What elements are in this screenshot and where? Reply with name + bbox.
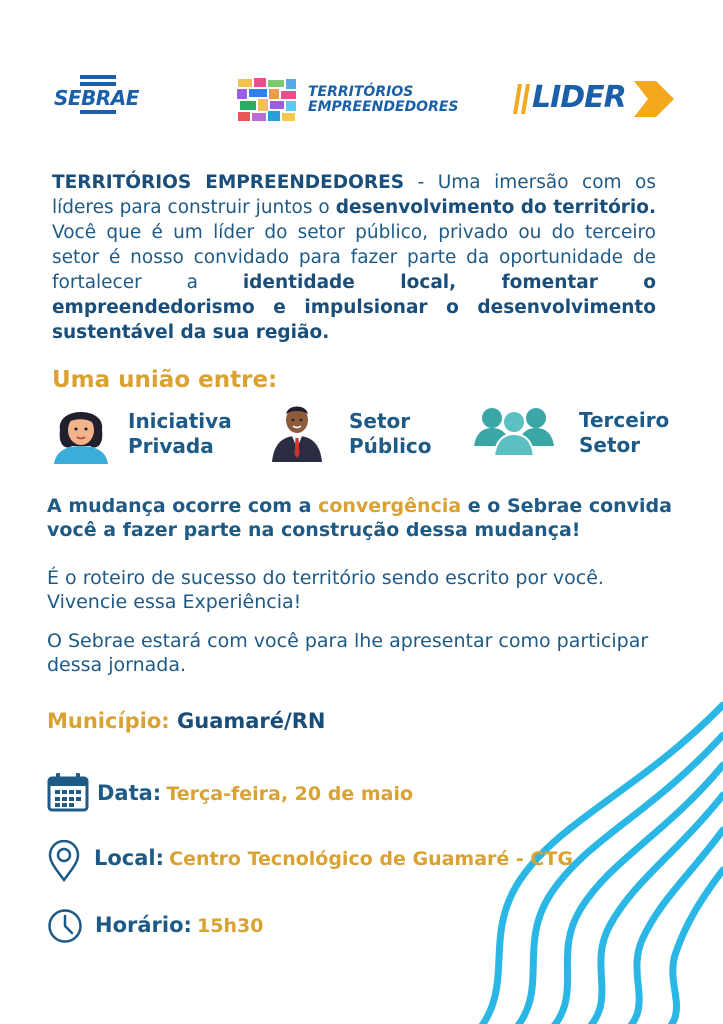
- woman-icon: [50, 400, 112, 464]
- local-line: [94, 846, 573, 870]
- territorios-logo-text: [308, 85, 459, 115]
- location-pin-icon: [47, 840, 81, 882]
- lider-logo-text: LIDER: [532, 80, 626, 115]
- time-line: [95, 913, 263, 937]
- municipio-value: Guamaré/RN: [177, 709, 326, 733]
- roteiro-paragraph: É o roteiro de sucesso do território sendo escrito por você. Vivencie essa Experiência!: [47, 567, 604, 613]
- date-value: Terça-feira, 20 de maio: [166, 783, 414, 805]
- lider-logo: [512, 78, 674, 120]
- businessman-icon: [266, 398, 328, 462]
- change-text-2: e o Sebrae convida você a fazer parte na construção dessa mudança!: [47, 495, 672, 541]
- union-title: Uma união entre:: [52, 367, 278, 393]
- intro-brand: TERRITÓRIOS EMPREENDEDORES: [52, 172, 405, 193]
- lider-stripes-icon: [512, 84, 532, 114]
- sebrae-logo-text: SEBRAE: [54, 86, 139, 110]
- municipio-label: Município:: [47, 709, 170, 733]
- municipio-line: [47, 709, 325, 733]
- intro-text-1: - Uma imersão com os líderes para construir juntos o: [52, 172, 656, 218]
- change-highlight: convergência: [318, 495, 462, 517]
- time-value: 15h30: [197, 915, 264, 937]
- change-text-1: A mudança ocorre com a: [47, 495, 319, 517]
- date-line: [97, 781, 413, 805]
- sebrae-logo: [52, 75, 147, 121]
- calendar-icon: [47, 772, 89, 812]
- local-label: Local:: [94, 846, 165, 870]
- sector-public: [349, 409, 432, 459]
- time-label: Horário:: [95, 913, 192, 937]
- sector-third-line2: Setor: [579, 433, 641, 457]
- intro-bold-1: desenvolvimento do território.: [335, 197, 656, 218]
- territorios-logo-line1: TERRITÓRIOS: [308, 84, 414, 100]
- group-icon: [474, 404, 554, 456]
- clock-icon: [47, 908, 83, 944]
- territorios-logo-line2: EMPREENDEDORES: [308, 99, 459, 115]
- local-value: Centro Tecnológico de Guamaré - CTG: [169, 848, 573, 870]
- participar-paragraph: O Sebrae estará com você para lhe apresentar como participar dessa jornada.: [47, 630, 649, 676]
- sector-private-line2: Privada: [128, 434, 214, 458]
- territorios-logo-icon: [236, 77, 298, 123]
- sector-third: [579, 408, 669, 458]
- sector-private-line1: Iniciativa: [128, 409, 232, 433]
- lider-arrow-icon: [634, 78, 674, 120]
- sector-third-line1: Terceiro: [579, 408, 670, 432]
- sector-public-line1: Setor: [349, 409, 411, 433]
- sector-public-line2: Público: [349, 434, 432, 458]
- sector-private: [128, 409, 232, 459]
- change-paragraph: [47, 494, 687, 542]
- date-label: Data:: [97, 781, 162, 805]
- intro-paragraph: [52, 170, 656, 345]
- intro-bold-2: identidade local, fomentar o empreendedorismo e impulsionar o desenvolvimento sustentável da sua região.: [52, 272, 656, 343]
- intro-text-2: Você que é um líder do setor público, privado ou do terceiro setor é nosso convidado para fazer parte da oportunidade de fortalecer a: [52, 222, 656, 293]
